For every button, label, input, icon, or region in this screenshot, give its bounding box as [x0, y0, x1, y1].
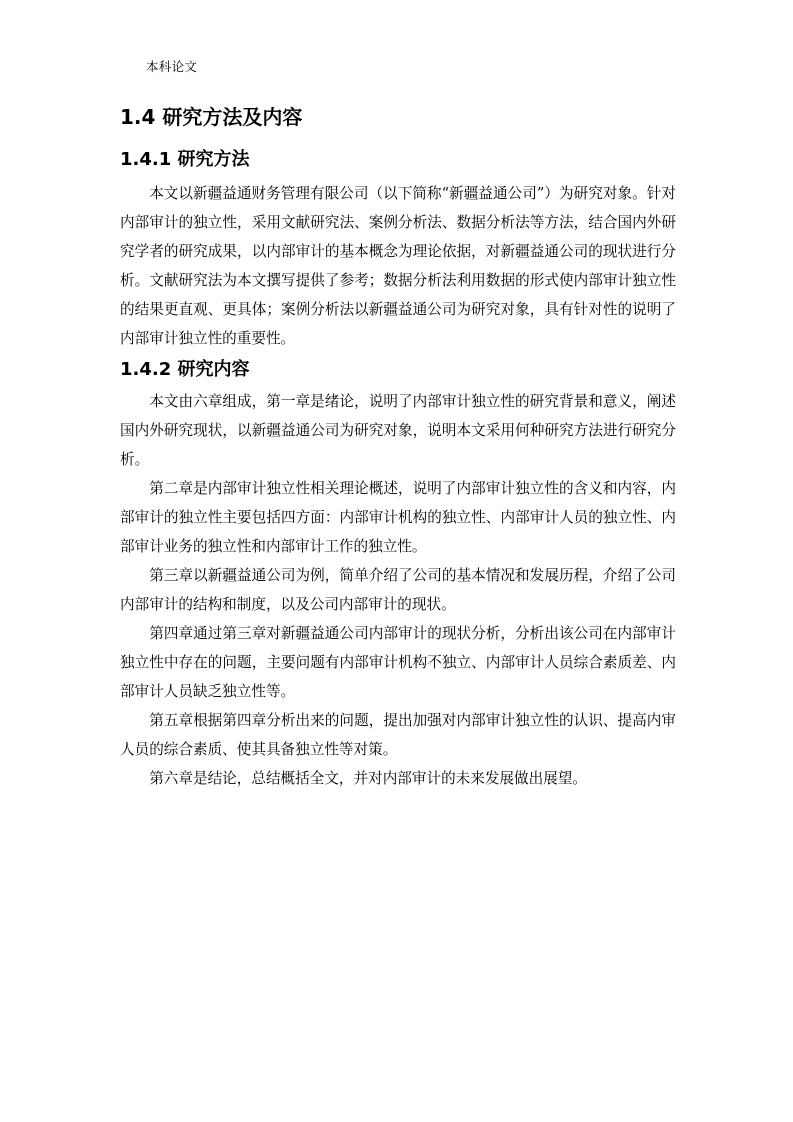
paragraph-chapter-overview: 本文由六章组成，第一章是绪论，说明了内部审计独立性的研究背景和意义，阐述国内外研究现状，以新疆益通公司为研究对象，说明本文采用何种研究方法进行研究分析。	[120, 393, 676, 468]
subsection-heading-contents: 1.4.2 研究内容	[120, 359, 250, 380]
page-body	[120, 104, 676, 793]
paragraph-chapter-six: 第六章是结论，总结概括全文，并对内部审计的未来发展做出展望。	[149, 770, 588, 787]
paragraph-chapter-four: 第四章通过第三章对新疆益通公司内部审计的现状分析，分析出该公司在内部审计独立性中存在的问题，主要问题有内部审计机构不独立、内部审计人员综合素质差、内部审计人员缺乏独立性等。	[120, 625, 676, 700]
paragraph-chapter-two: 第二章是内部审计独立性相关理论概述，说明了内部审计独立性的含义和内容，内部审计的独立性主要包括四方面：内部审计机构的独立性、内部审计人员的独立性、内部审计业务的独立性和内部审计工作的独立性。	[120, 480, 676, 555]
paragraph-chapter-three: 第三章以新疆益通公司为例，简单介绍了公司的基本情况和发展历程，介绍了公司内部审计的结构和制度，以及公司内部审计的现状。	[120, 567, 676, 613]
paragraph-chapter-five: 第五章根据第四章分析出来的问题，提出加强对内部审计独立性的认识、提高内审人员的综合素质、使其具备独立性等对策。	[120, 712, 676, 758]
subsection-heading-methods: 1.4.1 研究方法	[120, 149, 250, 170]
section-heading: 1.4 研究方法及内容	[120, 105, 303, 129]
running-header: 本科论文	[146, 59, 198, 74]
paragraph-methods: 本文以新疆益通财务管理有限公司（以下简称“新疆益通公司”）为研究对象。针对内部审计的独立性，采用文献研究法、案例分析法、数据分析法等方法，结合国内外研究学者的研究成果，以内部审计的基本概念为理论依据，对新疆益通公司的现状进行分析。文献研究法为本文撰写提供了参考；数据分析法利用数据的形式使内部审计独立性的结果更直观、更具体；案例分析法以新疆益通公司为研究对象，具有针对性的说明了内部审计独立性的重要性。	[120, 185, 676, 347]
